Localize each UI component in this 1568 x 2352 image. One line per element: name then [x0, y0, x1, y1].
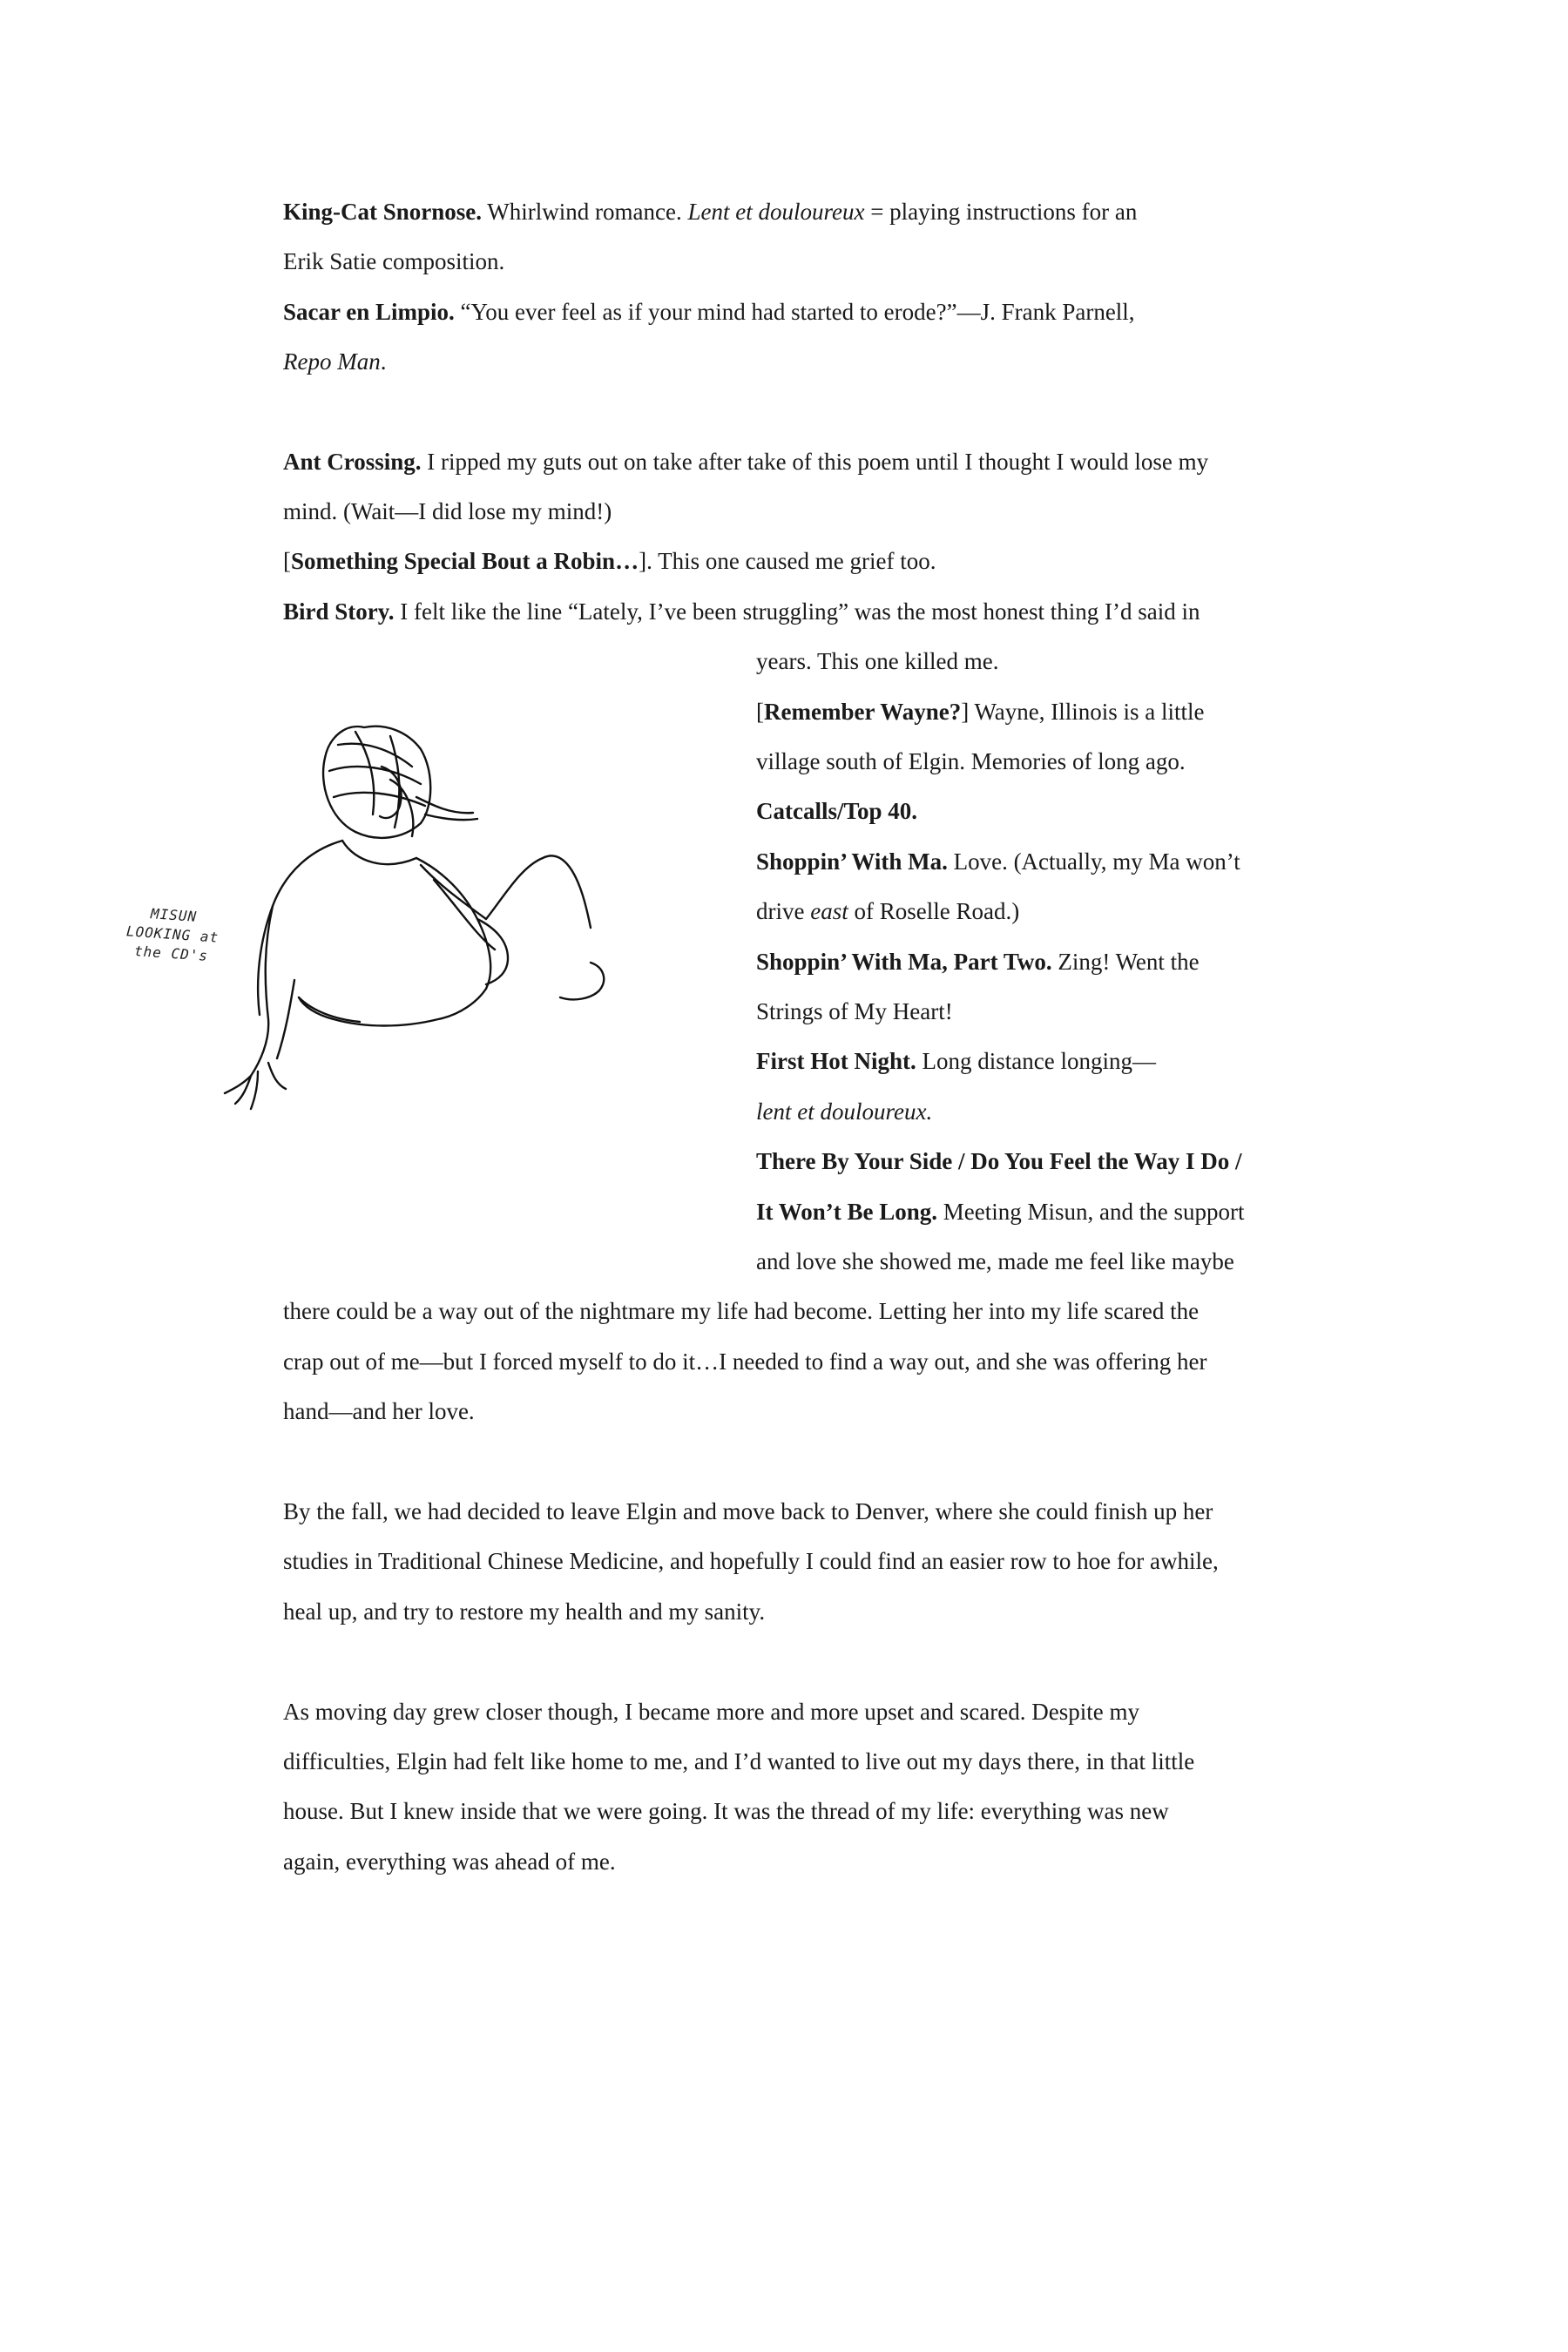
entry-title: Sacar en Limpio.: [283, 299, 455, 325]
entry-there-by-cont-2: there could be a way out of the nightmare my life had become. Letting her into my life scared the: [283, 1298, 1200, 1324]
entry-title: Catcalls/Top 40.: [756, 798, 918, 824]
entry-there-by-cont-1: and love she showed me, made me feel like maybe: [756, 1248, 1234, 1274]
entry-title: It Won’t Be Long.: [756, 1199, 938, 1225]
entry-title: Bird Story.: [283, 598, 395, 625]
paragraph-moving-line: again, everything was ahead of me.: [283, 1848, 616, 1875]
paragraph-moving-line: difficulties, Elgin had felt like home to me, and I’d wanted to live out my days there, in that little: [283, 1748, 1195, 1774]
paragraph-fall-line: heal up, and try to restore my health and my sanity.: [283, 1598, 766, 1625]
entry-title: Remember Wayne?: [764, 699, 962, 725]
illustration-caption: MISUN LOOKING at the CD's: [125, 905, 220, 964]
entry-title: Ant Crossing.: [283, 449, 422, 475]
entry-shoppin-part-two: Shoppin’ With Ma, Part Two. Zing! Went the: [756, 949, 1200, 975]
entry-title: Something Special Bout a Robin…: [291, 548, 639, 574]
entry-wayne: [Remember Wayne?] Wayne, Illinois is a little: [756, 699, 1205, 725]
entry-there-by-your-side: [756, 1144, 1242, 1179]
entry-shoppin-part-two-cont: Strings of My Heart!: [756, 998, 953, 1024]
entry-there-by-cont-3: crap out of me—but I forced myself to do it…I needed to find a way out, and she was offering her: [283, 1348, 1207, 1375]
entry-ant-crossing-cont: mind. (Wait—I did lose my mind!): [283, 498, 612, 524]
entry-sacar-cont: Repo Man.: [283, 348, 387, 375]
paragraph-moving-line: As moving day grew closer though, I became more and more upset and scared. Despite my: [283, 1699, 1139, 1725]
entry-title: First Hot Night.: [756, 1048, 916, 1074]
entry-robin: [Something Special Bout a Robin…]. This one caused me grief too.: [283, 548, 936, 574]
entry-title: There By Your Side / Do You Feel the Way I Do /: [756, 1148, 1242, 1174]
entry-title: Shoppin’ With Ma, Part Two.: [756, 949, 1052, 975]
entry-first-hot-night-cont: lent et douloureux.: [756, 1098, 933, 1125]
entry-first-hot-night: First Hot Night. Long distance longing—: [756, 1048, 1156, 1074]
paragraph-moving-line: house. But I knew inside that we were going. It was the thread of my life: everything was new: [283, 1798, 1169, 1824]
entry-sacar: Sacar en Limpio. “You ever feel as if your mind had started to erode?”—J. Frank Parnell,: [283, 299, 1135, 325]
entry-there-by-cont-4: hand—and her love.: [283, 1398, 475, 1424]
entry-king-cat-cont: Erik Satie composition.: [283, 248, 505, 274]
entry-there-by-your-side-2: It Won’t Be Long. Meeting Misun, and the support: [756, 1199, 1245, 1225]
entry-shoppin-cont: drive east of Roselle Road.): [756, 898, 1020, 924]
paragraph-fall-line: By the fall, we had decided to leave Elgin and move back to Denver, where she could finish up her: [283, 1498, 1213, 1524]
entry-catcalls: [756, 794, 917, 828]
entry-king-cat: King-Cat Snornose. Whirlwind romance. Lent et douloureux = playing instructions for an: [283, 199, 1138, 225]
entry-bird-story-cont: years. This one killed me.: [756, 648, 999, 674]
entry-shoppin: Shoppin’ With Ma. Love. (Actually, my Ma won’t: [756, 848, 1240, 875]
paragraph-fall-line: studies in Traditional Chinese Medicine, and hopefully I could find an easier row to hoe for awhile,: [283, 1548, 1219, 1574]
misun-sketch-illustration: [216, 719, 686, 1172]
entry-title: King-Cat Snornose.: [283, 199, 483, 225]
entry-wayne-cont: village south of Elgin. Memories of long ago.: [756, 748, 1186, 774]
entry-bird-story: Bird Story. I felt like the line “Lately, I’ve been struggling” was the most honest thing I’d said in: [283, 598, 1200, 625]
entry-title: Shoppin’ With Ma.: [756, 848, 948, 875]
entry-ant-crossing: Ant Crossing. I ripped my guts out on take after take of this poem until I thought I would lose my: [283, 449, 1209, 475]
